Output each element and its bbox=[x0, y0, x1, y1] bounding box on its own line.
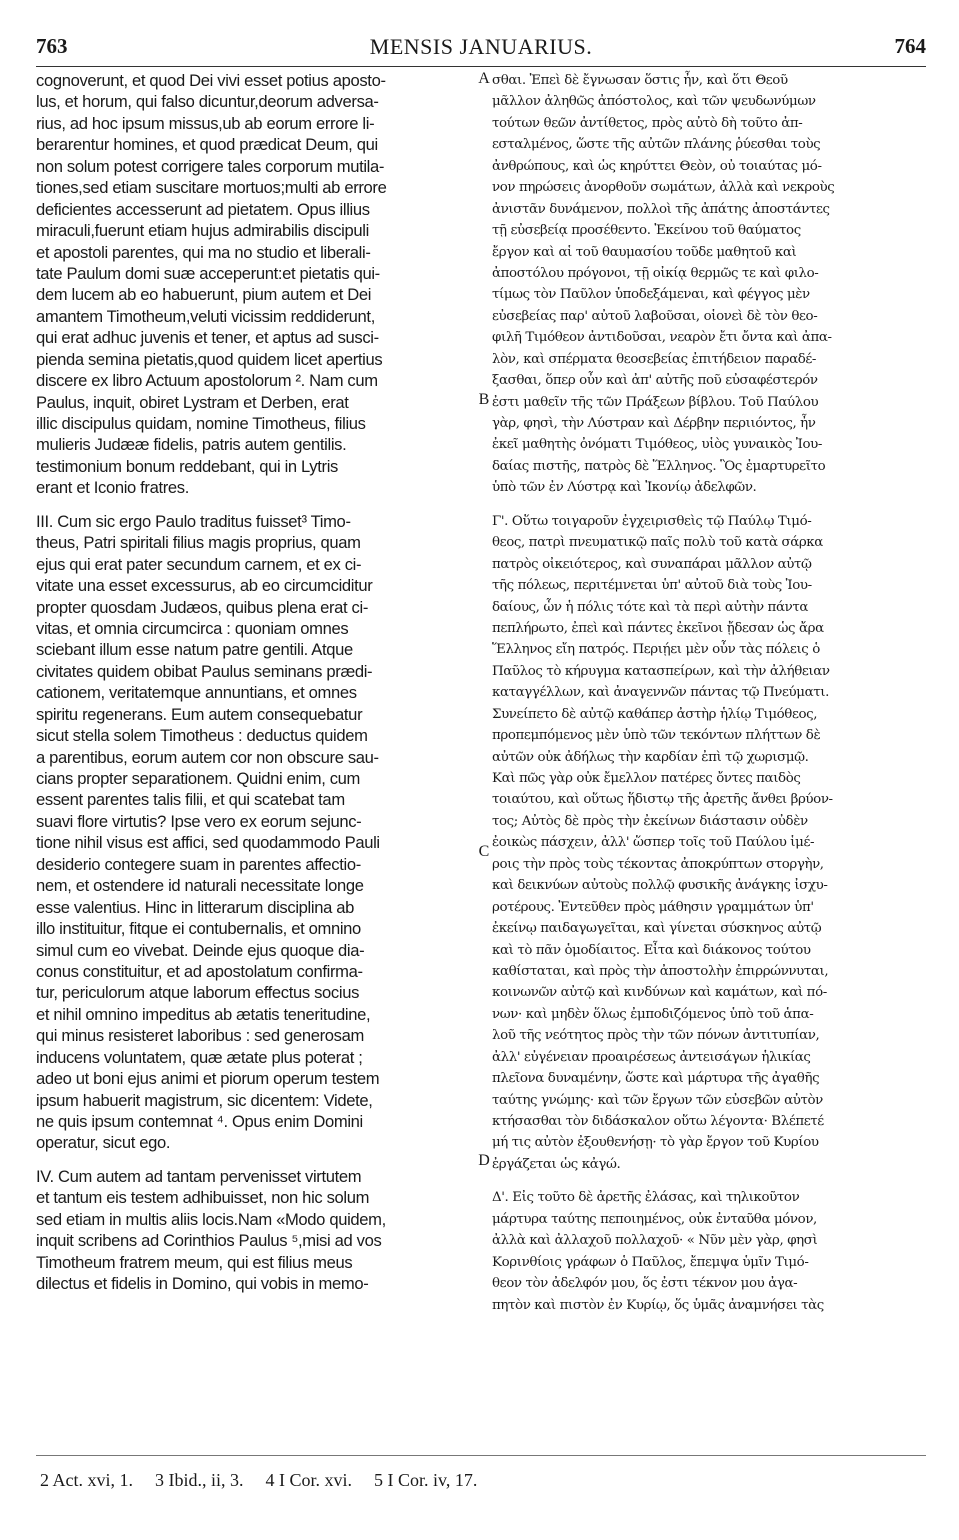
latin-text-line: qui erat adhuc juvenis et tener, et aptus ad susci- bbox=[36, 328, 379, 348]
latin-text-line: rius, ad hoc ipsum missus,ub ab eorum errore li- bbox=[36, 113, 375, 133]
paragraph-gap bbox=[492, 1175, 932, 1187]
margin-marker: A bbox=[478, 70, 490, 87]
paragraph-gap bbox=[492, 499, 932, 511]
greek-text-line: μᾶλλον ἀληθῶς ἀπόστολος, καὶ τῶν ψευδωνύμων bbox=[492, 94, 816, 110]
latin-text-line: tur, periculorum atque laborum effectus socius bbox=[36, 983, 360, 1003]
greek-text-line: μάρτυρα ταύτης πεποιημένος, οὐκ ἐνταῦθα μόνον, bbox=[492, 1211, 817, 1227]
greek-text-line: ἀλλ' εὐγένειαν προαιρέσεως ἀντεισάγων ἡλικίας bbox=[492, 1049, 811, 1065]
footnote: 2 Act. xvi, 1. bbox=[40, 1470, 133, 1490]
footnote: 4 I Cor. xvi. bbox=[265, 1470, 353, 1490]
latin-text-line: adeo ut boni ejus animi et piorum operum testem bbox=[36, 1069, 380, 1089]
latin-text-line: a parentibus, eorum autem cor non obscure sau- bbox=[36, 747, 379, 767]
greek-text-line: καὶ τὸ πᾶν ὁμοδίαιτος. Εἶτα καὶ διάκονος τούτου bbox=[492, 942, 811, 958]
latin-text-line: ne quis ipsum contemnat ⁴. Opus enim Domini bbox=[36, 1112, 363, 1131]
latin-text-line: testimonium bonum reddebant, qui in Lytris bbox=[36, 456, 338, 476]
greek-text-line: ἐοικὼς πάσχειν, ἀλλ' ὥσπερ τοῖς τοῦ Παύλου ἱμέ- bbox=[492, 835, 815, 851]
greek-text-line: πητὸν καὶ πιστὸν ἐν Κυρίῳ, ὅς ὑμᾶς ἀναμνήσει τὰς bbox=[492, 1297, 824, 1313]
latin-text-line: civitates quidem obibat Paulus seminans prædi- bbox=[36, 661, 373, 681]
latin-text-line: inducens voluntatem, quæ ætate plus poterat ; bbox=[36, 1047, 363, 1067]
greek-text-line: εὐσεβείας παρ' αὐτοῦ λαβοῦσαι, οἱονεὶ δὲ τὸν θεο- bbox=[492, 308, 818, 324]
latin-text-line: tione nihil visus est affici, sed quodammodo Pauli bbox=[36, 833, 380, 853]
latin-text-line: essent parentes talis filii, et qui scatebat tam bbox=[36, 790, 345, 810]
greek-text-line: καθίσταται, καὶ πρὸς τὴν ἀποστολὴν ἐπιρρώννυται, bbox=[492, 963, 829, 979]
greek-text-line: κοινωνῶν αὐτῷ καὶ κινδύνων καὶ καμάτων, καὶ πό- bbox=[492, 985, 827, 1001]
greek-text-line: ἐκεῖ μαθητὴς ὀνόματι Τιμόθεος, υἱὸς γυναικὸς Ἰου- bbox=[492, 437, 823, 453]
greek-text-line: θεος, πατρὶ πνευματικῷ παῖς πολὺ τοῦ κατὰ σάρκα bbox=[492, 535, 823, 551]
paragraph-gap bbox=[36, 1154, 476, 1166]
latin-text-line: nem, et ostendere id naturali necessitate longe bbox=[36, 876, 364, 896]
latin-text-line: tiones,sed etiam suscitare mortuos;multi ab errore bbox=[36, 178, 387, 198]
latin-text-line: tate Paulum domi suæ acceperunt:et pietatis qui- bbox=[36, 263, 380, 283]
latin-text-line: et apostoli parentes, qui ma no studio et liberali- bbox=[36, 242, 371, 262]
latin-text-line: ejus qui erat pater secundum carnem, et ex ci- bbox=[36, 554, 362, 574]
running-header bbox=[36, 34, 926, 64]
greek-text-line: προπεμπόμενος μὲν ὑπὸ τῶν τεκόντων πλήττων δὲ bbox=[492, 728, 821, 744]
greek-text-line: γὰρ, φησὶ, τὴν Λύστραν καὶ Δέρβην περιιόντος, ἦν bbox=[492, 416, 816, 431]
latin-text-line: simul cum eo vivebat. Deinde ejus quoque dia- bbox=[36, 940, 365, 960]
latin-text-line: inquit scribens ad Corinthios Paulus ⁵,misi ad vos bbox=[36, 1231, 382, 1251]
latin-text-line: et nihil omnino impeditus ab ætatis teneritudine, bbox=[36, 1004, 371, 1024]
greek-text-line: πλεῖονα δυναμένην, ὥστε καὶ μάρτυρα τῆς ἀγαθῆς bbox=[492, 1071, 820, 1087]
greek-text-line: ἀνιστᾶν δυνάμενον, πολλοὶ τῆς ἀπάτης ἀποστάντες bbox=[492, 201, 830, 217]
greek-text-line: τῆς πόλεως, περιτέμνεται ὑπ' αὐτοῦ διὰ τοὺς Ἰου- bbox=[492, 578, 812, 594]
latin-text-line: miraculi,fuerunt etiam hujus admirabilis discipuli bbox=[36, 221, 369, 241]
greek-text-line: Καὶ πῶς γὰρ οὐκ ἔμελλον πατέρες ὄντες παιδὸς bbox=[492, 771, 801, 786]
latin-text-line: Paulus, inquit, obiret Lystram et Derben, erat bbox=[36, 392, 349, 412]
latin-text-line: et tantum eis testem adhibuisset, non hic solum bbox=[36, 1188, 370, 1208]
footnotes bbox=[40, 1470, 499, 1491]
greek-text-line: πατρὸς οἰκειότερος, καὶ συναπάραι μᾶλλον αὐτῷ bbox=[492, 556, 812, 572]
greek-text-line: λοῦ τῆς νεότητος πρὸς τὴν τῶν πόνων ἀντιτυπίαν, bbox=[492, 1028, 820, 1044]
greek-text-line: καταγγέλλων, καὶ ἀναγεννῶν πάντας τῷ Πνεύματι. bbox=[492, 685, 829, 701]
footnote-rule bbox=[36, 1455, 926, 1456]
greek-text-line: θεον τὸν ἀδελφόν μου, ὅς ἐστι τέκνον μου ἀγα- bbox=[492, 1276, 798, 1292]
greek-text-line: Παῦλος τὸ κήρυγμα κατασπείρων, καὶ τὴν ἀλήθειαν bbox=[492, 663, 830, 679]
latin-text-line: theus, Patri spiritali filius magis proprius, quam bbox=[36, 533, 361, 553]
greek-text-line: τῇ εὐσεβείᾳ προσέθεντο. Ἐκείνου τοῦ θαύματος bbox=[492, 223, 801, 239]
latin-text-line: desiderio contegere suam in parentes affectio- bbox=[36, 854, 361, 874]
greek-text-line: τος; Αὐτὸς δὲ πρὸς τὴν ἐκείνων διάστασιν οὐδὲν bbox=[492, 813, 808, 829]
greek-text-line: ἐκείνῳ παιδαγωγεῖται, καὶ γίνεται σύσκηνος αὐτῷ bbox=[492, 921, 822, 937]
greek-text-line: ἔργον καὶ αἱ τοῦ θαυμασίου τοῦδε μαθητοῦ καὶ bbox=[492, 244, 797, 260]
greek-text-line: Γ'. Οὕτω τοιγαροῦν ἐγχειρισθεὶς τῷ Παύλῳ Τιμό- bbox=[492, 513, 812, 529]
greek-text-line: μή τις αὐτὸν ἐξουθενήσῃ· τὸ γὰρ ἔργον τοῦ Κυρίου bbox=[492, 1135, 819, 1151]
paragraph-gap bbox=[36, 499, 476, 511]
greek-text-line: νον πηρώσεις ἀνορθοῦν σωμάτων, ἀλλὰ καὶ νεκροὺς bbox=[492, 180, 835, 196]
greek-text-line: Συνείπετο δὲ αὐτῷ καθάπερ ἀστὴρ ἡλίῳ Τιμόθεος, bbox=[492, 706, 818, 722]
greek-text-line: ἀλλὰ καὶ ἀλλαχοῦ πολλαχοῦ· « Νῦν μὲν γὰρ, φησὶ bbox=[492, 1233, 818, 1249]
greek-text-line: ξασθαι, ὅπερ οὖν καὶ ἀπ' αὐτῆς ποῦ εὐσαφέστερόν bbox=[492, 373, 818, 389]
latin-text-line: sciebant illum esse natum patre gentili. Atque bbox=[36, 640, 353, 660]
latin-text-line: erant et Iconio fratres. bbox=[36, 478, 190, 498]
greek-text-line: δαίας πιστῆς, πατρὸς δὲ Ἕλληνος. Ὃς ἐμαρτυρεῖτο bbox=[492, 458, 826, 474]
greek-text-line: φιλῆ Τιμόθεον ἀντιδοῦσαι, νεαρὸν ἔτι ὄντα καὶ ἀπα- bbox=[492, 330, 832, 346]
latin-text-line: pienda semina pietatis,quod quidem licet apertius bbox=[36, 349, 383, 369]
latin-text-line: illic discipulus quidam, nomine Timotheus, filius bbox=[36, 414, 366, 433]
greek-text-line: ροτέρους. Ἐντεῦθεν πρὸς μάθησιν γραμμάτων ὑπ' bbox=[492, 899, 814, 915]
greek-text-line: Δ'. Εἰς τοῦτο δὲ ἀρετῆς ἐλάσας, καὶ τηλικοῦτον bbox=[492, 1190, 800, 1206]
latin-text-line: amantem Timotheum,veluti vicissim reddiderunt, bbox=[36, 306, 375, 326]
latin-text-line: vitate una esset excessurus, ab eo circumciditur bbox=[36, 576, 373, 596]
latin-text-line: III. Cum sic ergo Paulo traditus fuisset³ Timo- bbox=[36, 511, 351, 531]
greek-text-line: λὸν, καὶ σπέρματα θεοσεβείας ἐπιτήδειον παραδέ- bbox=[492, 351, 817, 367]
latin-column bbox=[36, 70, 476, 1295]
margin-marker: D bbox=[478, 1152, 490, 1169]
latin-text-line: ipsum habuerit magistrum, sic dicentem: Videte, bbox=[36, 1090, 373, 1110]
greek-text-line: ὑπὸ τῶν ἐν Λύστρᾳ καὶ Ἰκονίῳ ἀδελφῶν. bbox=[492, 480, 757, 496]
latin-text-line: mulieris Judææ fidelis, patris autem gentilis. bbox=[36, 435, 347, 455]
footnote: 5 I Cor. iv, 17. bbox=[374, 1470, 478, 1490]
latin-text-line: spiritu regenerans. Eum autem consequebatur bbox=[36, 704, 363, 724]
footnote: 3 Ibid., ii, 3. bbox=[155, 1470, 244, 1490]
header-rule bbox=[36, 66, 926, 67]
greek-text-line: τοιαύτου, καὶ οὕτως ἥδιστῳ τῆς ἀρετῆς ἄνθει βρύον- bbox=[492, 792, 833, 808]
latin-text-line: vitas, et omnia circumcirca : quoniam omnes bbox=[36, 618, 349, 638]
latin-text-line: lus, et horum, qui falso dicuntur,deorum adversa- bbox=[36, 92, 379, 112]
greek-text-line: ροις τὴν πρὸς τοὺς τέκοντας ἀποκρύπτων στοργὴν, bbox=[492, 856, 824, 872]
greek-text-line: κτήσασθαι τὸν διδάσκαλον οὕτω λέγοντα· Βλέπετέ bbox=[492, 1114, 824, 1129]
greek-text-line: νων· καὶ μηδὲν ὅλως ἐμποδιζόμενος ὑπὸ τοῦ ἁπα- bbox=[492, 1006, 814, 1022]
greek-text-line: ἐργάζεται ὡς κἀγώ. bbox=[492, 1156, 621, 1172]
greek-text-line: πεπλήρωτο, ἐπεὶ καὶ πάντες ἐκεῖνοι ᾔδεσαν ὡς ἄρα bbox=[492, 620, 824, 636]
greek-text-line: ἀνθρώπους, καὶ ὡς κηρύττει Θεὸν, οὐ τοιαύτας μό- bbox=[492, 158, 822, 174]
latin-text-line: non solum potest corrigere tales corporum mutila- bbox=[36, 156, 385, 176]
greek-text-line: ταύτης γνώμης· καὶ τῶν ἔργων τῶν εὐσεβῶν αὐτὸν bbox=[492, 1092, 823, 1108]
latin-text-line: illo instituitur, fitque ei contubernalis, et omnino bbox=[36, 919, 361, 939]
latin-text-line: discere ex libro Actuum apostolorum ². Nam cum bbox=[36, 371, 378, 391]
greek-column bbox=[492, 70, 932, 1316]
page-number-left: 763 bbox=[36, 34, 68, 58]
greek-text-line: σθαι. Ἐπεὶ δὲ ἔγνωσαν ὅστις ἦν, καὶ ὅτι Θεοῦ bbox=[492, 73, 788, 88]
margin-marker: C bbox=[478, 843, 490, 860]
greek-text-line: καὶ δεικνύων αὐτοὺς πολλῷ φυσικῆς ἀνάγκης ἰσχυ- bbox=[492, 878, 828, 894]
greek-text-line: αὐτῶν οὐκ ἀδήλως τὴν καρδίαν ἐπὶ τῷ χωρισμῷ. bbox=[492, 749, 809, 765]
page-number-right: 764 bbox=[894, 34, 926, 58]
latin-text-line: Timotheum fratrem meum, qui est filius meus bbox=[36, 1252, 353, 1272]
latin-text-line: sicut stella solem Timotheus : deductus quidem bbox=[36, 726, 368, 746]
latin-text-line: cians propter separationem. Quidni enim, cum bbox=[36, 769, 361, 788]
greek-text-line: τίμως τὸν Παῦλον ὑποδεξάμεναι, καὶ φέγγος μὲν bbox=[492, 287, 810, 303]
latin-text-line: cationem, veritatemque annuntians, et omnes bbox=[36, 683, 357, 703]
latin-text-line: deficientes accesserunt ad pietatem. Opus illius bbox=[36, 199, 370, 219]
latin-text-line: suavi flore virtutis? Ipse vero ex eorum sejunc- bbox=[36, 811, 362, 831]
margin-marker: B bbox=[478, 391, 490, 408]
greek-text-line: τούτων θεῶν ἀντίθετος, πρὸς αὐτὸ δὴ τοῦτο ἀπ- bbox=[492, 115, 803, 131]
greek-text-line: Ἕλληνος εἴη πατρός. Περιῄει μὲν οὖν τὰς πόλεις ὁ bbox=[492, 642, 820, 658]
latin-text-line: operatur, sicut ego. bbox=[36, 1133, 171, 1153]
greek-text-line: ἀποστόλου πρόγονοι, τῇ οἰκίᾳ θερμῶς τε καὶ φιλο- bbox=[492, 265, 819, 281]
greek-text-line: ἐστι μαθεῖν τῆς τῶν Πράξεων βίβλου. Τοῦ Παύλου bbox=[492, 394, 819, 410]
greek-text-line: εσταλμένος, ὥστε τῆς αὐτῶν πλάνης ῥύεσθαι τοὺς bbox=[492, 137, 821, 153]
latin-text-line: dem lucem ab eo habuerunt, pium autem et Dei bbox=[36, 285, 372, 305]
latin-text-line: propter quosdam Judæos, quibus plena erat ci- bbox=[36, 597, 368, 617]
latin-text-line: berarentur homines, et quod prædicat Deum, qui bbox=[36, 135, 378, 155]
latin-text-line: cognoverunt, et quod Dei vivi esset potius aposto- bbox=[36, 71, 386, 90]
greek-text-line: Κορινθίοις γράφων ὁ Παῦλος, ἔπεμψα ὑμῖν Τιμό- bbox=[492, 1254, 809, 1270]
running-title: MENSIS JANUARIUS. bbox=[369, 34, 593, 59]
latin-text-line: sed etiam in multis aliis locis.Nam «Modo quidem, bbox=[36, 1209, 386, 1229]
greek-text-line: δαίους, ὧν ἡ πόλις τότε καὶ τὰ περὶ αὐτὴν πάντα bbox=[492, 599, 808, 615]
latin-text-line: IV. Cum autem ad tantam pervenisset virtutem bbox=[36, 1166, 362, 1186]
latin-text-line: conus constituitur, et ad apostolatum confirma- bbox=[36, 961, 363, 981]
latin-text-line: qui minus resisteret laboribus : sed generosam bbox=[36, 1026, 364, 1046]
latin-text-line: esse valentius. Hinc in litterarum disciplina ab bbox=[36, 897, 354, 917]
latin-text-line: dilectus et fidelis in Domino, qui vobis in memo- bbox=[36, 1274, 369, 1294]
